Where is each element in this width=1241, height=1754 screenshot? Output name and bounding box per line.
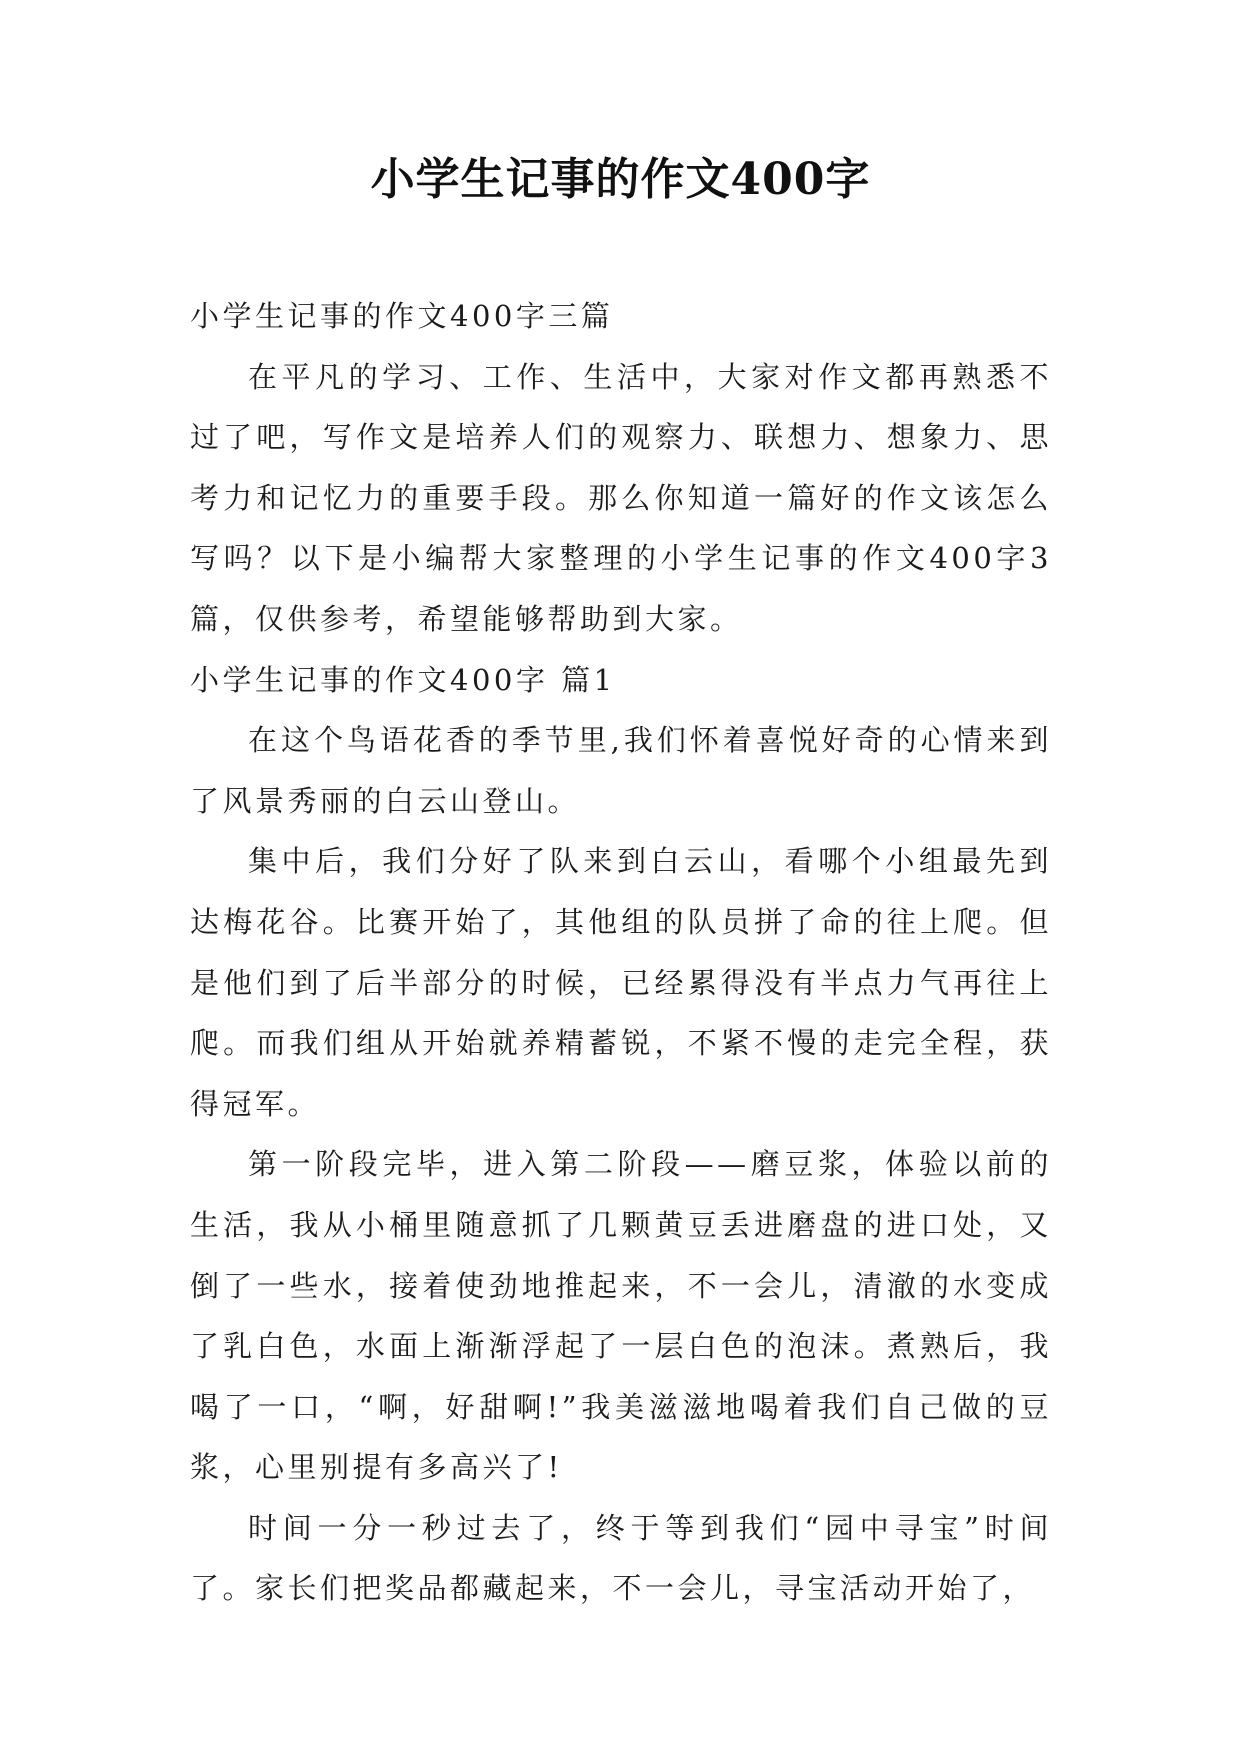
body-paragraph-1: 在这个鸟语花香的季节里,我们怀着喜悦好奇的心情来到了风景秀丽的白云山登山。: [190, 723, 1052, 818]
body-paragraph-3: 第一阶段完毕，进入第二阶段——磨豆浆，体验以前的生活，我从小桶里随意抓了几颗黄豆丢进磨盘的进口处，又倒了一些水，接着使劲地推起来，不一会儿，清澈的水变成了乳白色，水面上渐渐浮起了一层白色的泡沫。煮熟后，我喝了一口，“啊，好甜啊!”我美滋滋地喝着我们自己做的豆浆，心里别提有多高兴了!: [190, 1147, 1052, 1485]
subtitle: 小学生记事的作文400字三篇: [190, 299, 614, 333]
body-paragraph-4: 时间一分一秒过去了，终于等到我们“园中寻宝”时间了。家长们把奖品都藏起来，不一会儿，寻宝活动开始了，: [190, 1510, 1052, 1606]
intro-paragraph: 在平凡的学习、工作、生活中，大家对作文都再熟悉不过了吧，写作文是培养人们的观察力、联想力、想象力、思考力和记忆力的重要手段。那么你知道一篇好的作文该怎么写吗？以下是小编帮大家整理的小学生记事的作文400字3篇，仅供参考，希望能够帮助到大家。: [190, 359, 1052, 636]
body-paragraph-2: 集中后，我们分好了队来到白云山，看哪个小组最先到达梅花谷。比赛开始了，其他组的队员拼了命的往上爬。但是他们到了后半部分的时候，已经累得没有半点力气再往上爬。而我们组从开始就养精蓄锐，不紧不慢的走完全程，获得冠军。: [190, 844, 1052, 1121]
document-body: [190, 286, 1052, 1619]
document-title: 小学生记事的作文400字: [370, 154, 871, 205]
section-heading: 小学生记事的作文400字 篇1: [190, 662, 616, 697]
